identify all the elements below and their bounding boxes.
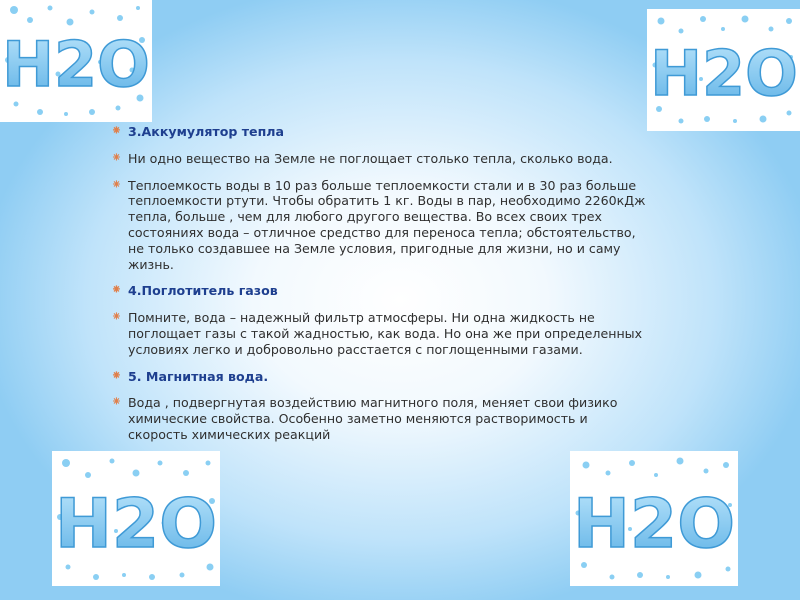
h2o-image-top-right [647, 9, 800, 131]
bullet-icon: ⁕ [111, 395, 122, 411]
bullet-icon: ⁕ [111, 177, 122, 193]
h2o-caption: H2O [2, 28, 150, 101]
h2o-caption: H2O [54, 485, 218, 564]
h2o-logo-icon [52, 451, 220, 586]
slide-text-body [111, 124, 651, 454]
bullet-text: Вода , подвергнутая воздействию магнитного поля, меняет свои физико химические свойства. Особенно заметно меняются растворимость и скорость химических реакций [128, 395, 618, 442]
bullet-item-heat-accumulator-heading [111, 124, 651, 140]
bullet-text: 4.Поглотитель газов [128, 283, 278, 299]
bullet-item-body [111, 310, 651, 357]
bullet-item-body [111, 178, 651, 273]
bullet-item-gas-absorber-heading [111, 283, 651, 299]
bullet-text: 5. Магнитная вода. [128, 368, 269, 384]
h2o-caption: H2O [650, 37, 798, 110]
bullet-text: 3.Аккумулятор тепла [128, 124, 285, 139]
bullet-icon: ⁕ [111, 150, 122, 166]
bullet-icon: ⁕ [111, 124, 122, 139]
h2o-caption: H2O [572, 485, 736, 564]
bullet-text: Помните, вода – надежный фильтр атмосферы. Ни одна жидкость не поглощает газы с такой жадностью, как вода. Но она же при определенных условиях легко и добровольно расстается с поглощенными газами. [128, 310, 643, 357]
bullet-item-body [111, 395, 651, 442]
bullet-text: Ни одно вещество на Земле не поглощает столько тепла, сколько вода. [128, 150, 613, 166]
h2o-logo-icon [0, 0, 152, 122]
bullet-icon: ⁕ [111, 310, 122, 326]
bullet-item-magnetic-water-heading [111, 369, 651, 385]
h2o-image-top-left [0, 0, 152, 122]
bullet-text: Теплоемкость воды в 10 раз больше теплоемкости стали и в 30 раз больше теплоемкости ртути. Чтобы обратить 1 кг. Воды в пар, необходимо 2260кДж тепла, больше , чем для любого другого вещества. Во всех своих трех состояниях вода – отличное средство для переноса тепла; обстоятельство, не только создавшее на Земле условия, пригодные для жизни, но и саму жизнь. [128, 177, 646, 272]
h2o-logo-icon [647, 9, 800, 131]
h2o-logo-icon [570, 451, 738, 586]
h2o-image-bottom-left [52, 451, 220, 586]
bullet-item-body [111, 151, 651, 167]
bullet-icon: ⁕ [111, 368, 122, 384]
h2o-image-bottom-right [570, 451, 738, 586]
bullet-icon: ⁕ [111, 283, 122, 299]
